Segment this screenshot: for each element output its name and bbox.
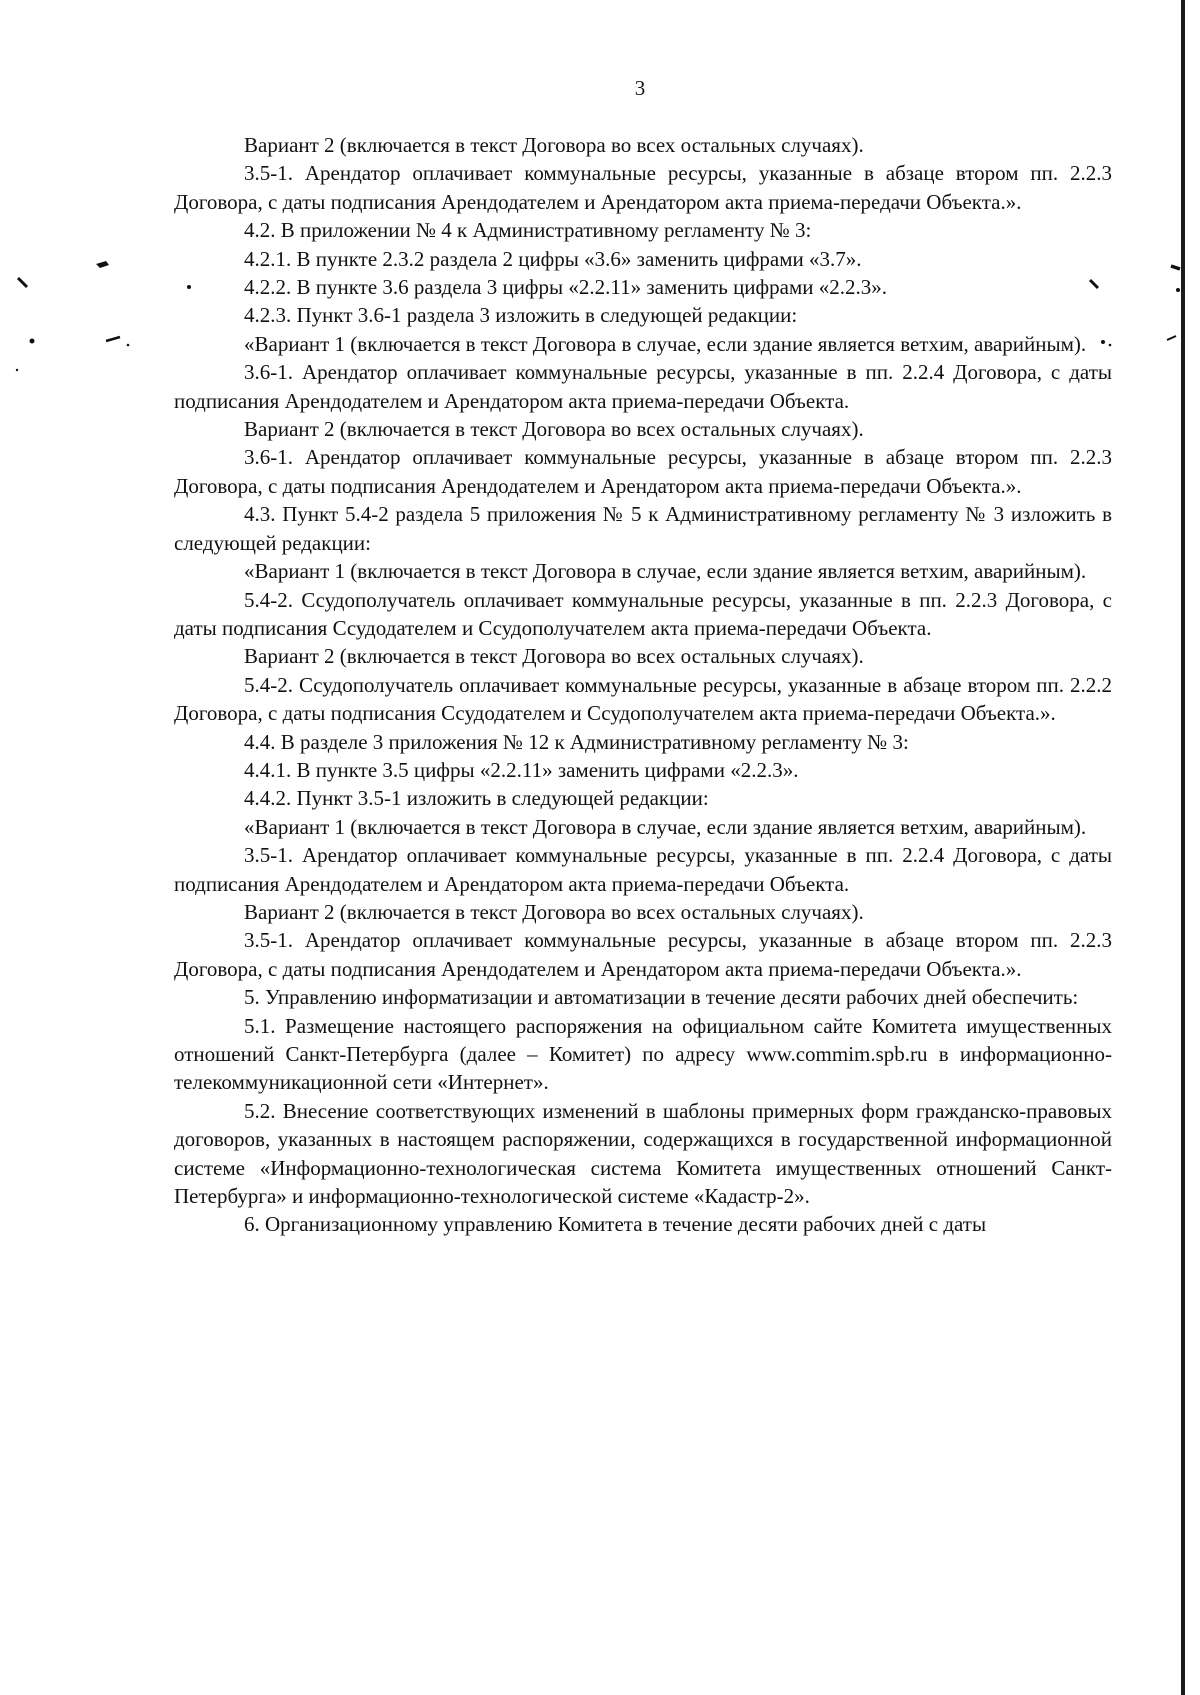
paragraph: 5.4-2. Ссудополучатель оплачивает коммунальные ресурсы, указанные в пп. 2.2.3 Договора, с даты подписания Ссудодателем и Ссудополучателем акта приема-передачи Объекта. [174,587,1112,640]
paragraph: 6. Организационному управлению Комитета в течение десяти рабочих дней с даты [244,1212,987,1237]
paragraph: 5.1. Размещение настоящего распоряжения на официальном сайте Комитета имущественных отношений Санкт-Петербурга (далее – Комитет) по адресу www.commim.spb.ru в информационно-телекоммуникационной сети «Интернет». [174,1013,1112,1095]
paragraph: 4.4.1. В пункте 3.5 цифры «2.2.11» заменить цифрами «2.2.3». [244,757,799,782]
page-number: 3 [634,76,646,100]
scan-page-edge [1181,0,1185,1695]
paragraph: «Вариант 1 (включается в текст Договора в случае, если здание является ветхим, аварийным). [244,814,1087,839]
paragraph: 3.5-1. Арендатор оплачивает коммунальные ресурсы, указанные в абзаце втором пп. 2.2.3 Договора, с даты подписания Арендодателем и Арендатором акта приема-передачи Объекта.». [174,161,1112,214]
paragraph: 5.2. Внесение соответствующих изменений в шаблоны примерных форм гражданско-правовых договоров, указанных в настоящем распоряжении, содержащихся в государственной информационной системе «Информационно-технологическая система Комитета имущественных отношений Санкт-Петербурга» и информационно-технологической системе «Кадастр-2». [174,1098,1112,1209]
paragraph: 4.2.2. В пункте 3.6 раздела 3 цифры «2.2.11» заменить цифрами «2.2.3». [244,275,888,300]
paragraph: 4.2.3. Пункт 3.6-1 раздела 3 изложить в следующей редакции: [244,303,798,328]
paragraph: «Вариант 1 (включается в текст Договора в случае, если здание является ветхим, аварийным). [244,559,1087,584]
paragraph: Вариант 2 (включается в текст Договора во всех остальных случаях). [244,644,864,669]
paragraph: 4.4. В разделе 3 приложения № 12 к Административному регламенту № 3: [244,729,909,754]
paragraph: 3.6-1. Арендатор оплачивает коммунальные ресурсы, указанные в пп. 2.2.4 Договора, с даты подписания Арендодателем и Арендатором акта приема-передачи Объекта. [174,360,1112,413]
paragraph: 5.4-2. Ссудополучатель оплачивает коммунальные ресурсы, указанные в абзаце втором пп. 2.2.2 Договора, с даты подписания Ссудодателем и Ссудополучателем акта приема-передачи Объекта.». [174,672,1112,726]
document-body [174,131,1112,1239]
paragraph: 4.2.1. В пункте 2.3.2 раздела 2 цифры «3.6» заменить цифрами «3.7». [244,246,862,271]
paragraph: 3.5-1. Арендатор оплачивает коммунальные ресурсы, указанные в пп. 2.2.4 Договора, с даты подписания Арендодателем и Арендатором акта приема-передачи Объекта. [174,843,1112,896]
paragraph: Вариант 2 (включается в текст Договора во всех остальных случаях). [244,133,864,157]
paragraph: 4.2. В приложении № 4 к Административному регламенту № 3: [244,218,812,243]
paragraph: 4.4.2. Пункт 3.5-1 изложить в следующей редакции: [244,786,709,811]
paragraph: 4.3. Пункт 5.4-2 раздела 5 приложения № 5 к Административному регламенту № 3 изложить в следующей редакции: [174,502,1112,555]
paragraph: 5. Управлению информатизации и автоматизации в течение десяти рабочих дней обеспечить: [244,985,1079,1010]
paragraph: Вариант 2 (включается в текст Договора во всех остальных случаях). [244,899,864,924]
paragraph: «Вариант 1 (включается в текст Договора в случае, если здание является ветхим, аварийным). [244,331,1087,356]
paragraph: Вариант 2 (включается в текст Договора во всех остальных случаях). [244,417,864,442]
paragraph: 3.5-1. Арендатор оплачивает коммунальные ресурсы, указанные в абзаце втором пп. 2.2.3 Договора, с даты подписания Арендодателем и Арендатором акта приема-передачи Объекта.». [174,928,1112,981]
paragraph: 3.6-1. Арендатор оплачивает коммунальные ресурсы, указанные в абзаце втором пп. 2.2.3 Договора, с даты подписания Арендодателем и Арендатором акта приема-передачи Объекта.». [174,445,1112,498]
